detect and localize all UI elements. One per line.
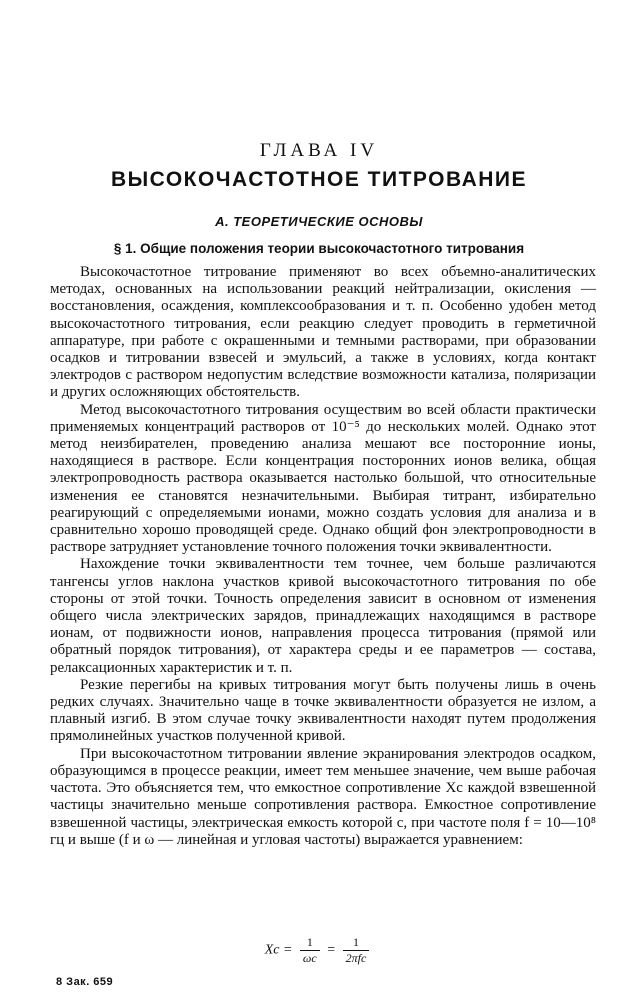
paragraph: Нахождение точки эквивалентности тем точнее, чем больше различаются тангенсы углов наклона участков кривой высокочастотного титрования по обе стороны от этой точки. Точность определения зависит в основном от изменения общего числа электрических зарядов, принадлежащих находящимся в растворе ионам, от подвижности ионов, направления процесса титрования (прямой или обратный порядок титрования), от характера среды и ее параметров — состава, релаксационных характеристик и т. п. bbox=[50, 556, 596, 676]
fraction-1-denominator: ωc bbox=[302, 951, 317, 965]
formula bbox=[0, 935, 638, 966]
section-heading: § 1. Общие положения теории высокочастотного титрования bbox=[113, 241, 525, 256]
fraction-2-numerator: 1 bbox=[343, 935, 370, 951]
fraction-2-denominator: 2πfc bbox=[345, 951, 367, 965]
paragraph: Резкие перегибы на кривых титрования могут быть получены лишь в очень редких случаях. Значительно чаще в точке эквивалентности образуется не излом, а плавный изгиб. В этом случае точку эквивалентности находят путем продолжения прямолинейных участков полученной кривой. bbox=[50, 676, 596, 745]
paragraph: При высокочастотном титровании явление экранирования электродов осадком, образующимся в процессе реакции, имеет тем меньшее значение, чем выше рабочая частота. Это объясняется тем, что емкостное сопротивление Xc каждой взвешенной частицы значительно меньше сопротивления раствора. Емкостное сопротивление взвешенной частицы, электрическая емкость которой c, при частоте поля f = 10—10⁸ гц и выше (f и ω — линейная и угловая частоты) выражается уравнением: bbox=[50, 745, 596, 848]
page-footer: 8 Зак. 659 bbox=[56, 976, 114, 988]
fraction-1 bbox=[300, 935, 320, 966]
paragraph: Высокочастотное титрование применяют во всех объемно-аналитических методах, основанных на использовании реакций нейтрализации, окисления — восстановления, осаждения, комплексообразования и т. п. Особенно удобен метод высокочастотного титрования, если реакцию следует проводить в герметичной аппаратуре, при работе с окрашенными и темными растворами, при образовании осадков и титровании взвесей и эмульсий, а также в условиях, когда контакт электродов с раствором недопустим вследствие возможности катализа, поляризации и других осложняющих обстоятельств. bbox=[50, 264, 596, 401]
chapter-title: ВЫСОКОЧАСТОТНОЕ ТИТРОВАНИЕ bbox=[110, 168, 528, 191]
body-text bbox=[50, 264, 596, 849]
fraction-1-numerator: 1 bbox=[300, 935, 320, 951]
chapter-heading: ГЛАВА IV bbox=[259, 140, 379, 161]
paragraph: Метод высокочастотного титрования осуществим во всей области практически применяемых концентраций растворов от 10⁻⁵ до нескольких молей. Однако этот метод неизбирателен, проведению анализа мешают все посторонние ионы, находящиеся в растворе. Если концентрация посторонних ионов велика, общая электропроводность раствора оказывается настолько большой, что относительные изменения ее становятся незначительными. Выбирая титрант, избирательно реагирующий с определяемыми ионами, можно создать условия для анализа и в сравнительно хорошо проводящей среде. Однако общий фон электропроводности в растворе затрудняет установление точного положения точки эквивалентности. bbox=[50, 401, 596, 556]
fraction-2 bbox=[343, 935, 370, 966]
part-subtitle: А. ТЕОРЕТИЧЕСКИЕ ОСНОВЫ bbox=[215, 214, 423, 229]
formula-equals: = bbox=[327, 942, 336, 958]
formula-lhs: Xc = bbox=[264, 942, 293, 958]
